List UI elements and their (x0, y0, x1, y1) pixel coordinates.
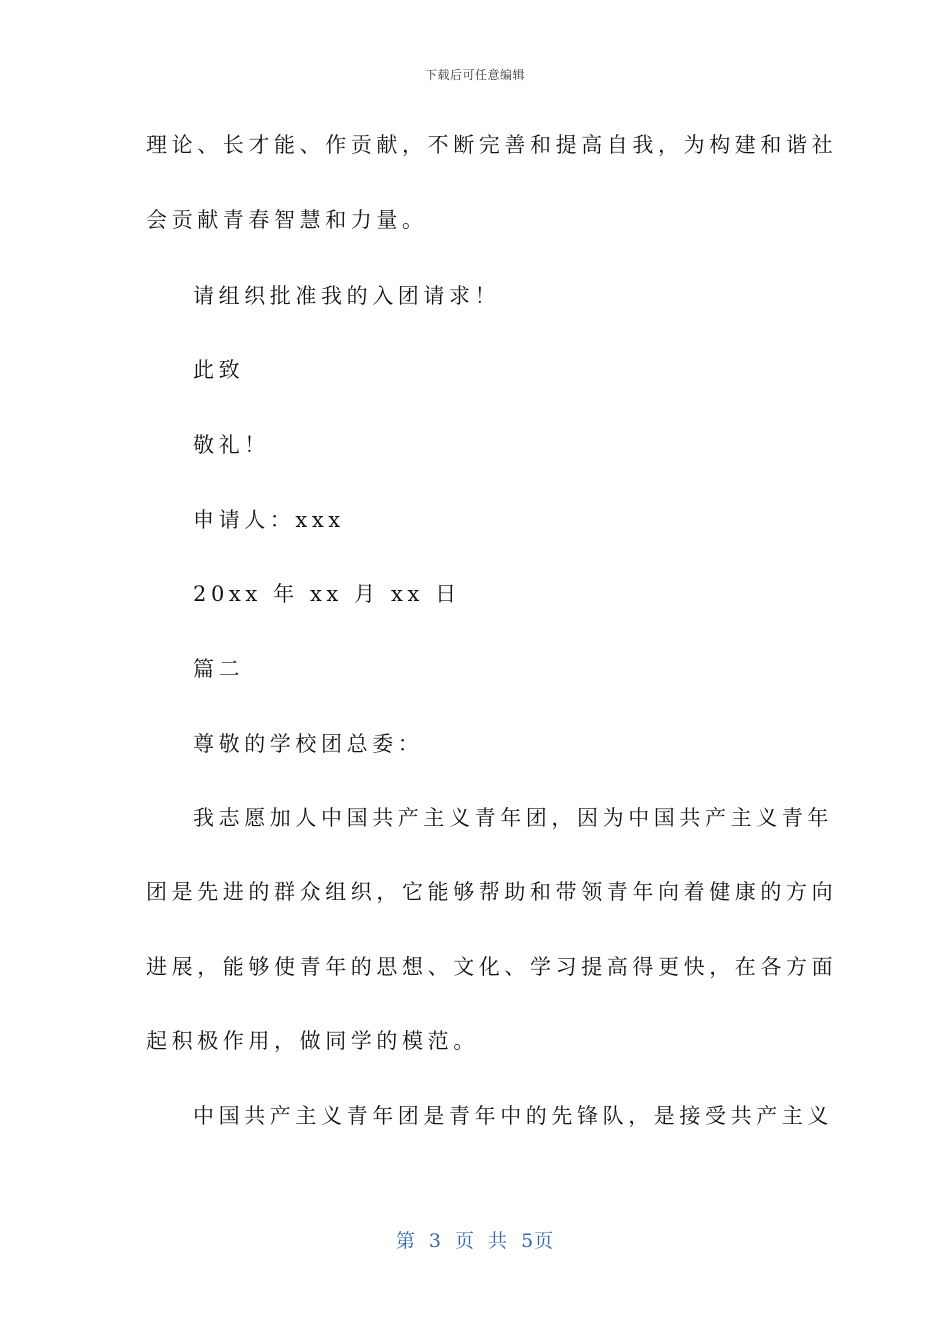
date-line: 20xx 年 xx 月 xx 日 (193, 582, 461, 606)
section-heading: 篇二 (193, 657, 245, 681)
page-header: 下载后可任意编辑 (424, 68, 525, 82)
salutation-line: 此致 (193, 358, 245, 382)
paragraph-line: 中国共产主义青年团是青年中的先锋队，是接受共产主义 (193, 1104, 833, 1128)
paragraph-line: 我志愿加人中国共产主义青年团，因为中国共产主义青年 (193, 806, 833, 830)
paragraph-line: 团是先进的群众组织，它能够帮助和带领青年向着健康的方向 (146, 880, 838, 904)
addressee-line: 尊敬的学校团总委： (193, 732, 424, 756)
page-number-footer: 第 3 页 共 5页 (395, 1230, 555, 1252)
salutation-line: 敬礼！ (193, 433, 270, 457)
request-line: 请组织批准我的入团请求！ (193, 284, 501, 308)
paragraph-line: 会贡献青春智慧和力量。 (146, 208, 428, 232)
paragraph-line: 理论、长才能、作贡献，不断完善和提高自我，为构建和谐社 (146, 133, 838, 157)
applicant-line: 申请人：xxx (193, 508, 345, 532)
paragraph-line: 起积极作用，做同学的模范。 (146, 1029, 479, 1053)
paragraph-line: 进展，能够使青年的思想、文化、学习提高得更快，在各方面 (146, 955, 838, 979)
